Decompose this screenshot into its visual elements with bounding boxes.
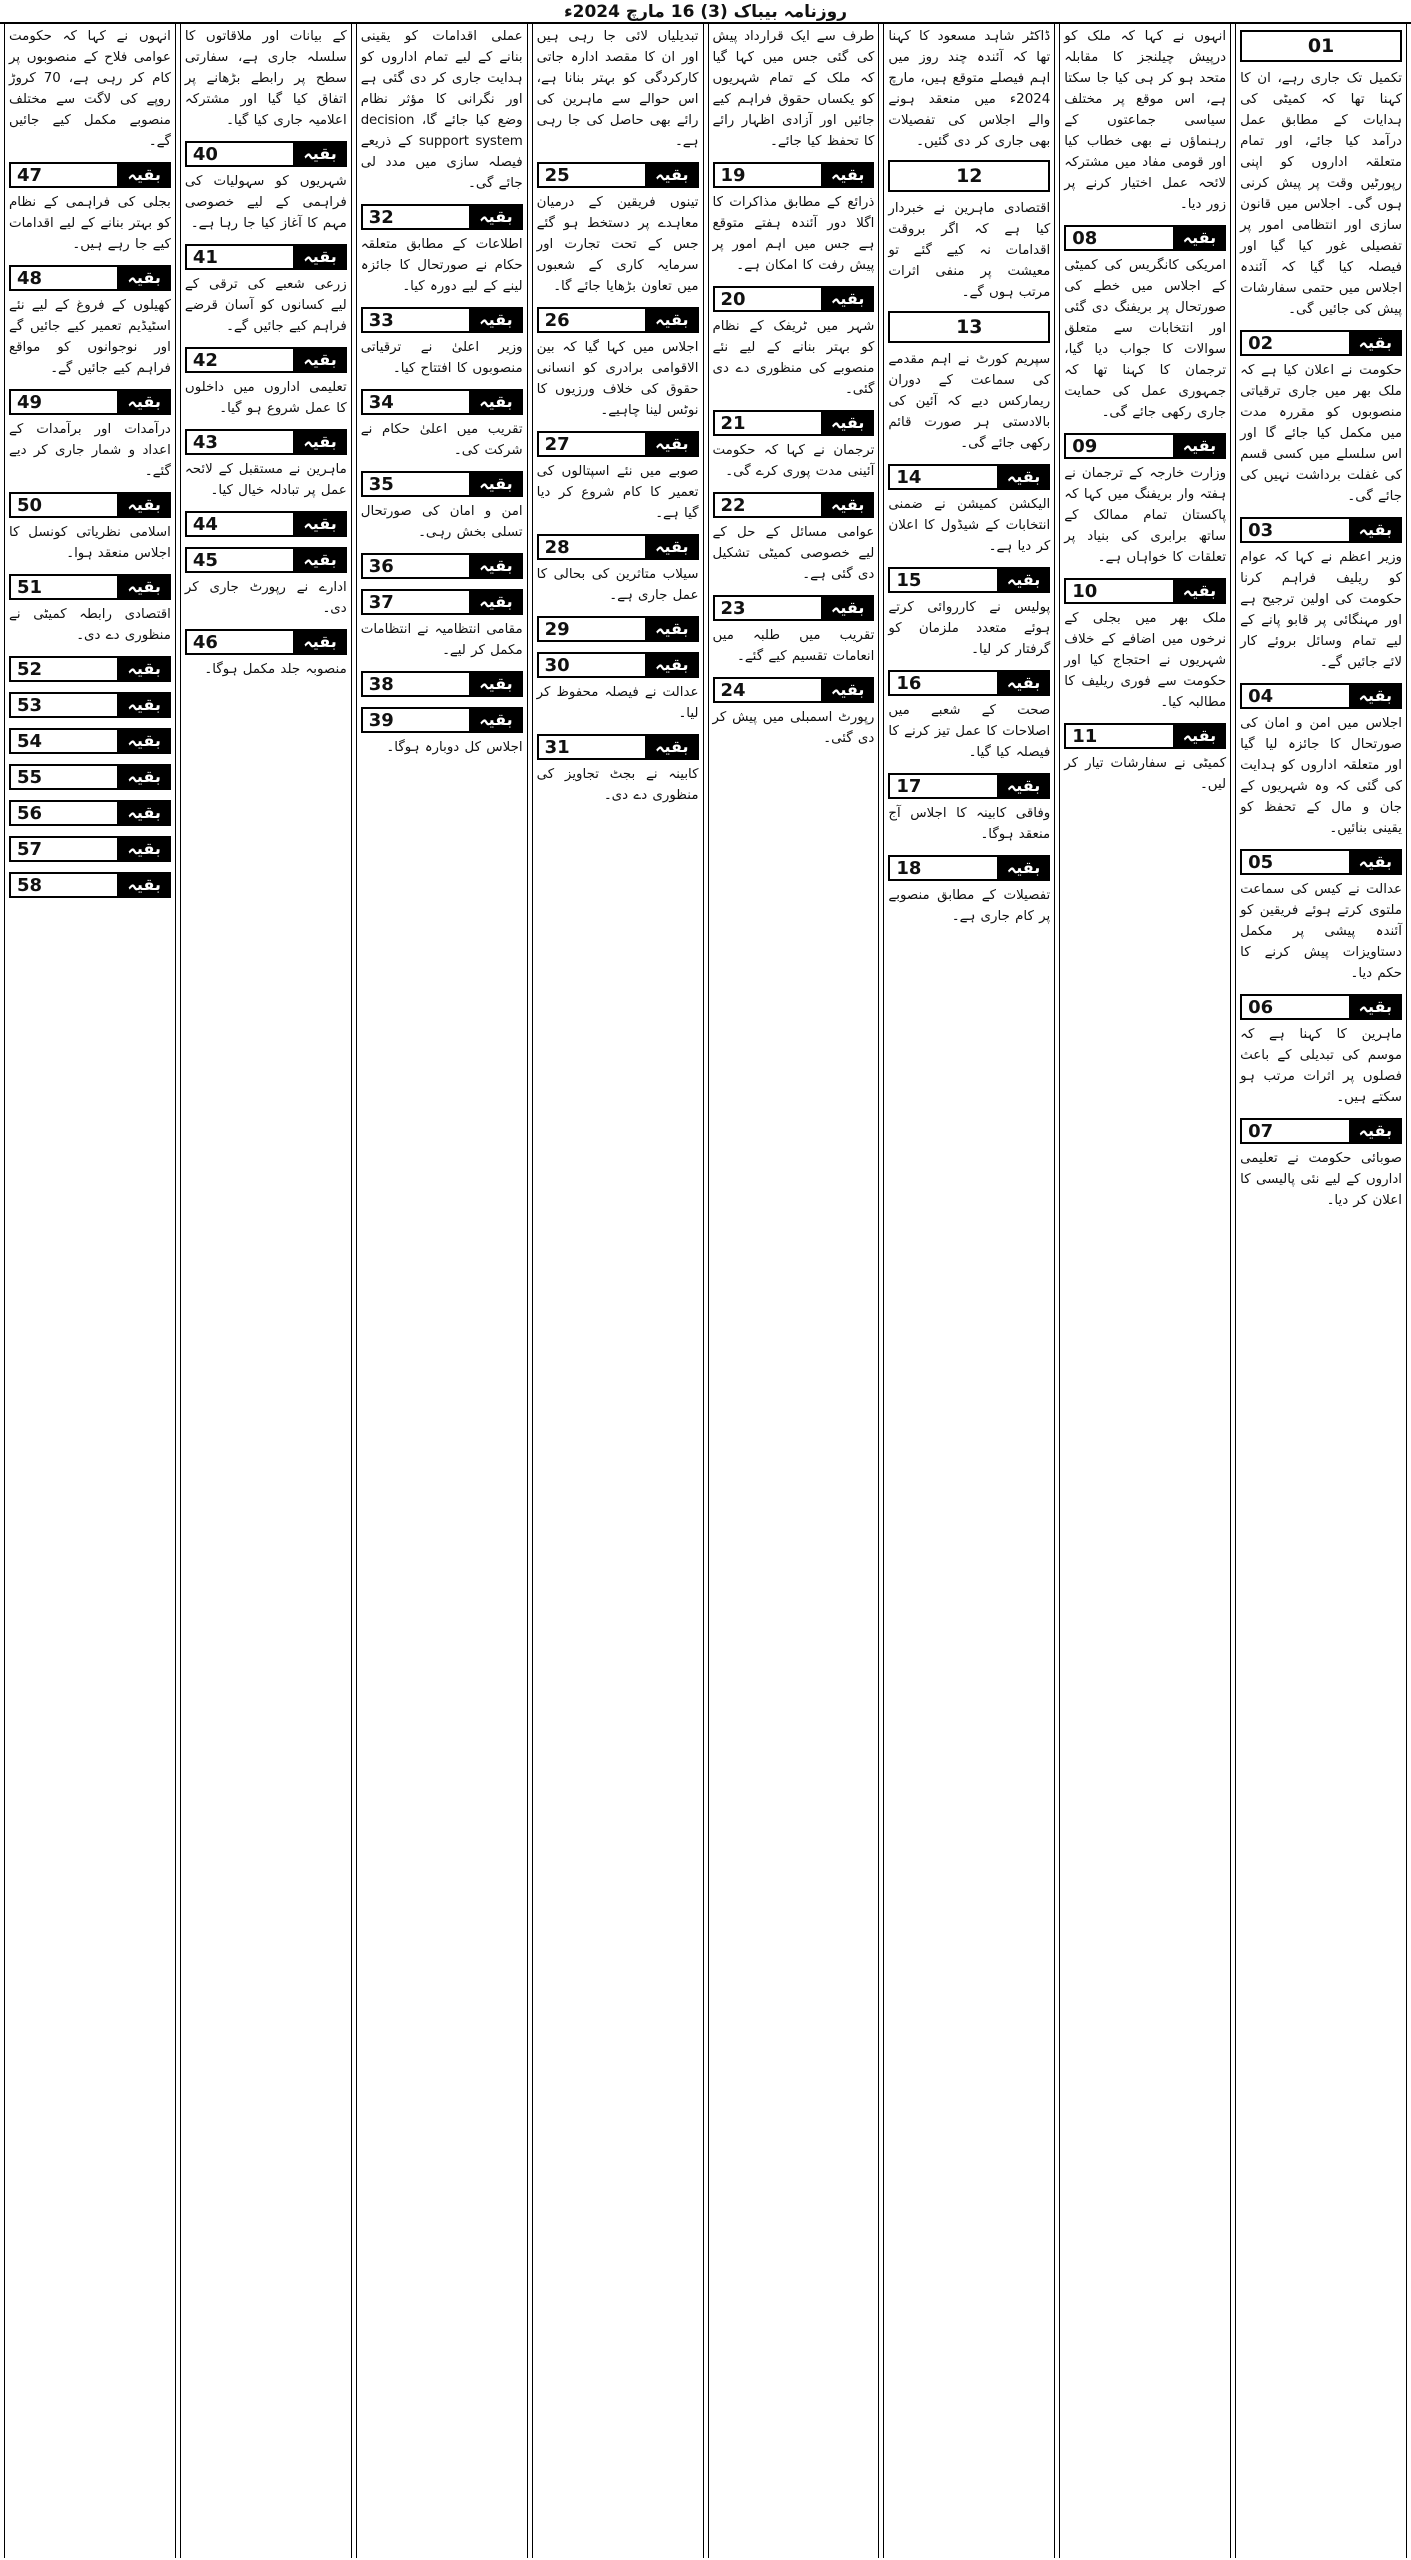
- news-text: صحت کے شعبے میں اصلاحات کا عمل تیز کرنے کا فیصلہ کیا گیا۔: [888, 703, 1051, 760]
- continuation-marker: [1064, 578, 1226, 604]
- continuation-marker: [1240, 517, 1402, 543]
- continuation-label: بقیہ: [997, 773, 1050, 799]
- continuation-number: 16: [888, 670, 996, 696]
- continuation-number: 14: [888, 464, 996, 490]
- news-text: شہریوں کو سہولیات کی فراہمی کے لیے خصوصی مہم کا آغاز کیا جا رہا ہے۔: [184, 174, 347, 231]
- continuation-number: 24: [713, 677, 821, 703]
- continuation-marker: [9, 574, 171, 600]
- masthead: [0, 0, 1411, 24]
- continuation-number: 37: [361, 589, 469, 615]
- continuation-marker: [9, 265, 171, 291]
- continuation-number: 52: [9, 656, 117, 682]
- continuation-label: بقیہ: [821, 286, 874, 312]
- news-column: [532, 24, 704, 2558]
- news-text: وزارت خارجہ کے ترجمان نے ہفتہ وار بریفنگ میں کہا کہ پاکستان تمام ممالک کے ساتھ برابری کی بنیاد پر تعلقات کا خواہاں ہے۔: [1064, 466, 1227, 565]
- continuation-marker: [361, 707, 523, 733]
- news-text: عوامی مسائل کے حل کے لیے خصوصی کمیٹی تشکیل دی گئی ہے۔: [712, 525, 875, 582]
- news-text: کمیٹی نے سفارشات تیار کر لیں۔: [1064, 756, 1227, 792]
- continuation-label: بقیہ: [821, 595, 874, 621]
- continuation-number: 03: [1240, 517, 1348, 543]
- continuation-number: 32: [361, 204, 469, 230]
- continuation-marker: [713, 595, 875, 621]
- continuation-label: بقیہ: [469, 471, 522, 497]
- continuation-marker: [888, 773, 1050, 799]
- continuation-number: 11: [1064, 723, 1172, 749]
- news-text: تفصیلات کے مطابق منصوبے پر کام جاری ہے۔: [888, 888, 1051, 924]
- continuation-marker: [1240, 1118, 1402, 1144]
- continuation-number: 08: [1064, 225, 1172, 251]
- continuation-marker: [185, 244, 347, 270]
- continuation-marker: [9, 836, 171, 862]
- continuation-label: بقیہ: [293, 347, 346, 373]
- continuation-number: 47: [9, 162, 117, 188]
- continuation-label: بقیہ: [1173, 433, 1226, 459]
- continuation-number: 21: [713, 410, 821, 436]
- continuation-marker: [185, 511, 347, 537]
- story-number-box: 01: [1240, 30, 1402, 62]
- continuation-number: 02: [1240, 330, 1348, 356]
- continuation-label: بقیہ: [293, 629, 346, 655]
- news-text: وفاقی کابینہ کا اجلاس آج منعقد ہوگا۔: [888, 806, 1051, 842]
- continuation-label: بقیہ: [293, 547, 346, 573]
- continuation-number: 26: [537, 307, 645, 333]
- continuation-number: 05: [1240, 849, 1348, 875]
- continuation-marker: [888, 567, 1050, 593]
- continuation-label: بقیہ: [469, 553, 522, 579]
- news-text: درآمدات اور برآمدات کے اعداد و شمار جاری کر دیے گئے۔: [9, 422, 171, 479]
- continuation-number: 09: [1064, 433, 1172, 459]
- continuation-label: بقیہ: [117, 265, 170, 291]
- continuation-marker: [361, 204, 523, 230]
- continuation-marker: [1064, 225, 1226, 251]
- continuation-label: بقیہ: [117, 872, 170, 898]
- continuation-marker: [537, 616, 699, 642]
- news-text: انہوں نے کہا کہ ملک کو درپیش چیلنجز کا مقابلہ متحد ہو کر ہی کیا جا سکتا ہے، اس موقع پر مختلف سیاسی جماعتوں کے رہنماؤں نے بھی خطاب کیا اور قومی مفاد میں مشترکہ لائحہ عمل اختیار کرنے پر زور دیا۔: [1064, 29, 1227, 212]
- news-text: طرف سے ایک قرارداد پیش کی گئی جس میں کہا گیا کہ ملک کے تمام شہریوں کو یکساں حقوق فراہم کیے جائیں اور آزادی اظہار رائے کا تحفظ کیا جائے۔: [712, 29, 875, 149]
- news-text: صوبے میں نئے اسپتالوں کی تعمیر کا کام شروع کر دیا گیا ہے۔: [536, 464, 699, 521]
- continuation-label: بقیہ: [117, 656, 170, 682]
- continuation-label: بقیہ: [997, 567, 1050, 593]
- continuation-label: بقیہ: [1349, 849, 1402, 875]
- masthead-title: روزنامہ بیباک (3) 16 مارچ 2024ء: [563, 1, 848, 22]
- continuation-label: بقیہ: [997, 855, 1050, 881]
- news-text: سپریم کورٹ نے اہم مقدمے کی سماعت کے دوران ریمارکس دیے کہ آئین کی بالادستی ہر صورت قائم رکھی جائے گی۔: [888, 352, 1051, 451]
- continuation-label: بقیہ: [293, 429, 346, 455]
- continuation-number: 54: [9, 728, 117, 754]
- continuation-label: بقیہ: [117, 692, 170, 718]
- news-column: [1235, 24, 1407, 2558]
- continuation-number: 25: [537, 162, 645, 188]
- continuation-number: 19: [713, 162, 821, 188]
- continuation-label: بقیہ: [1173, 578, 1226, 604]
- columns-container: [4, 24, 1407, 2558]
- continuation-number: 28: [537, 534, 645, 560]
- story-number-box: 13: [888, 311, 1050, 343]
- news-text: مقامی انتظامیہ نے انتظامات مکمل کر لیے۔: [360, 622, 523, 658]
- news-text: وزیر اعظم نے کہا کہ عوام کو ریلیف فراہم کرنا حکومت کی اولین ترجیح ہے اور مہنگائی پر قابو پانے کے لیے تمام وسائل بروئے کار لائے جائیں گے۔: [1240, 550, 1402, 670]
- news-column: [1059, 24, 1231, 2558]
- news-text: سیلاب متاثرین کی بحالی کا عمل جاری ہے۔: [536, 567, 699, 603]
- continuation-label: بقیہ: [293, 244, 346, 270]
- continuation-marker: [9, 764, 171, 790]
- continuation-label: بقیہ: [1173, 723, 1226, 749]
- continuation-number: 35: [361, 471, 469, 497]
- continuation-label: بقیہ: [469, 589, 522, 615]
- news-column: [180, 24, 352, 2558]
- continuation-marker: [537, 307, 699, 333]
- continuation-number: 57: [9, 836, 117, 862]
- continuation-label: بقیہ: [645, 734, 698, 760]
- continuation-marker: [713, 162, 875, 188]
- continuation-number: 04: [1240, 683, 1348, 709]
- news-text: ترجمان نے کہا کہ حکومت آئینی مدت پوری کرے گی۔: [712, 443, 875, 479]
- continuation-label: بقیہ: [117, 162, 170, 188]
- news-text: کابینہ نے بجٹ تجاویز کی منظوری دے دی۔: [536, 767, 699, 803]
- continuation-number: 34: [361, 389, 469, 415]
- continuation-marker: [9, 492, 171, 518]
- continuation-number: 56: [9, 800, 117, 826]
- continuation-marker: [537, 162, 699, 188]
- continuation-label: بقیہ: [997, 464, 1050, 490]
- continuation-number: 22: [713, 492, 821, 518]
- continuation-number: 10: [1064, 578, 1172, 604]
- news-text: تبدیلیاں لائی جا رہی ہیں اور ان کا مقصد ادارہ جاتی کارکردگی کو بہتر بنانا ہے، اس حوالے سے ماہرین کی رائے بھی حاصل کی جا رہی ہے۔: [536, 29, 699, 149]
- continuation-label: بقیہ: [117, 836, 170, 862]
- continuation-number: 44: [185, 511, 293, 537]
- continuation-number: 45: [185, 547, 293, 573]
- continuation-label: بقیہ: [117, 492, 170, 518]
- continuation-number: 17: [888, 773, 996, 799]
- continuation-marker: [9, 800, 171, 826]
- continuation-label: بقیہ: [645, 307, 698, 333]
- news-text: امریکی کانگریس کی کمیٹی کے اجلاس میں خطے کی صورتحال پر بریفنگ دی گئی اور انتخابات سے متعلق سوالات کا جواب دیا گیا، ترجمان کا کہنا تھا کہ جمہوری عمل کی حمایت جاری رکھی جائے گی۔: [1064, 258, 1227, 420]
- continuation-number: 46: [185, 629, 293, 655]
- continuation-marker: [888, 855, 1050, 881]
- news-text: ملک بھر میں بجلی کے نرخوں میں اضافے کے خلاف شہریوں نے احتجاج کیا اور حکومت سے فوری ریلیف کا مطالبہ کیا۔: [1064, 611, 1227, 710]
- continuation-marker: [361, 589, 523, 615]
- continuation-number: 07: [1240, 1118, 1348, 1144]
- continuation-label: بقیہ: [821, 492, 874, 518]
- news-text: تکمیل تک جاری رہے، ان کا کہنا تھا کہ کمیٹی کی ہدایات کے مطابق عمل درآمد کیا جائے، اور تمام متعلقہ اداروں کو اپنی رپورٹیں وقت پر پیش کرنی ہوں گی۔ اجلاس میں قانون سازی اور انتظامی امور پر تفصیلی غور کیا گیا اور فیصلہ کیا گیا کہ آئندہ اجلاس میں حتمی سفارشات پیش کی جائیں گی۔: [1240, 71, 1402, 317]
- continuation-label: بقیہ: [117, 389, 170, 415]
- story-number-box: 12: [888, 160, 1050, 192]
- news-text: اجلاس کل دوبارہ ہوگا۔: [386, 740, 523, 755]
- continuation-label: بقیہ: [1349, 1118, 1402, 1144]
- continuation-marker: [185, 347, 347, 373]
- continuation-number: 51: [9, 574, 117, 600]
- news-text: کھیلوں کے فروغ کے لیے نئے اسٹیڈیم تعمیر کیے جائیں گے اور نوجوانوں کو مواقع فراہم کیے جائیں گے۔: [9, 298, 171, 376]
- continuation-number: 58: [9, 872, 117, 898]
- continuation-marker: [361, 389, 523, 415]
- continuation-number: 20: [713, 286, 821, 312]
- continuation-marker: [9, 728, 171, 754]
- continuation-marker: [9, 692, 171, 718]
- continuation-marker: [537, 652, 699, 678]
- continuation-number: 36: [361, 553, 469, 579]
- news-text: اسلامی نظریاتی کونسل کا اجلاس منعقد ہوا۔: [9, 525, 171, 561]
- news-text: تینوں فریقین کے درمیان معاہدے پر دستخط ہو گئے جس کے تحت تجارت اور سرمایہ کاری کے شعبوں میں تعاون بڑھایا جائے گا۔: [536, 195, 699, 294]
- continuation-label: بقیہ: [645, 431, 698, 457]
- news-text: کے بیانات اور ملاقاتوں کا سلسلہ جاری ہے، سفارتی سطح پر رابطے بڑھانے پر اتفاق کیا گیا اور مشترکہ اعلامیہ جاری کیا گیا۔: [184, 29, 347, 128]
- continuation-label: بقیہ: [1349, 517, 1402, 543]
- news-text: زرعی شعبے کی ترقی کے لیے کسانوں کو آسان قرضے فراہم کیے جائیں گے۔: [184, 277, 347, 334]
- continuation-label: بقیہ: [469, 389, 522, 415]
- continuation-label: بقیہ: [821, 410, 874, 436]
- continuation-number: 41: [185, 244, 293, 270]
- continuation-number: 31: [537, 734, 645, 760]
- continuation-marker: [713, 492, 875, 518]
- continuation-number: 06: [1240, 994, 1348, 1020]
- continuation-marker: [1064, 433, 1226, 459]
- continuation-marker: [9, 872, 171, 898]
- continuation-marker: [9, 162, 171, 188]
- continuation-marker: [361, 671, 523, 697]
- news-text: تقریب میں اعلیٰ حکام نے شرکت کی۔: [360, 422, 523, 458]
- news-text: عملی اقدامات کو یقینی بنانے کے لیے تمام اداروں کو ہدایت جاری کر دی گئی ہے اور نگرانی کا مؤثر نظام وضع کیا جائے گا، decision support system کے ذریعے فیصلہ سازی میں مدد لی جائے گی۔: [360, 29, 523, 191]
- continuation-marker: [888, 464, 1050, 490]
- continuation-number: 29: [537, 616, 645, 642]
- continuation-marker: [185, 629, 347, 655]
- continuation-label: بقیہ: [293, 511, 346, 537]
- news-text: امن و امان کی صورتحال تسلی بخش رہی۔: [360, 504, 523, 540]
- continuation-marker: [713, 677, 875, 703]
- continuation-label: بقیہ: [469, 671, 522, 697]
- news-text: ماہرین کا کہنا ہے کہ موسم کی تبدیلی کے باعث فصلوں پر اثرات مرتب ہو سکتے ہیں۔: [1240, 1027, 1402, 1105]
- continuation-label: بقیہ: [117, 764, 170, 790]
- continuation-number: 42: [185, 347, 293, 373]
- continuation-number: 49: [9, 389, 117, 415]
- news-text: اجلاس میں کہا گیا کہ بین الاقوامی برادری کو انسانی حقوق کی خلاف ورزیوں کا نوٹس لینا چاہیے۔: [536, 340, 699, 418]
- continuation-number: 30: [537, 652, 645, 678]
- news-text: صوبائی حکومت نے تعلیمی اداروں کے لیے نئی پالیسی کا اعلان کر دیا۔: [1240, 1151, 1402, 1208]
- news-text: عدالت نے فیصلہ محفوظ کر لیا۔: [536, 685, 699, 721]
- continuation-marker: [888, 670, 1050, 696]
- continuation-label: بقیہ: [1349, 330, 1402, 356]
- continuation-number: 55: [9, 764, 117, 790]
- news-text: ڈاکٹر شاہد مسعود کا کہنا تھا کہ آئندہ چند روز میں اہم فیصلے متوقع ہیں، مارچ 2024ء میں منعقد ہونے والے اجلاس کی تفصیلات بھی جاری کر دی گئیں۔: [888, 29, 1051, 149]
- news-text: الیکشن کمیشن نے ضمنی انتخابات کے شیڈول کا اعلان کر دیا ہے۔: [888, 497, 1051, 554]
- continuation-number: 38: [361, 671, 469, 697]
- continuation-label: بقیہ: [645, 162, 698, 188]
- news-column: [356, 24, 528, 2558]
- continuation-label: بقیہ: [117, 574, 170, 600]
- continuation-marker: [537, 534, 699, 560]
- continuation-marker: [537, 734, 699, 760]
- news-text: اقتصادی رابطہ کمیٹی نے منظوری دے دی۔: [9, 607, 171, 643]
- continuation-number: 40: [185, 141, 293, 167]
- continuation-marker: [185, 141, 347, 167]
- continuation-number: 43: [185, 429, 293, 455]
- continuation-label: بقیہ: [469, 307, 522, 333]
- continuation-label: بقیہ: [997, 670, 1050, 696]
- news-text: عدالت نے کیس کی سماعت ملتوی کرتے ہوئے فریقین کو آئندہ پیشی پر مکمل دستاویزات پیش کرنے کا حکم دیا۔: [1240, 882, 1402, 981]
- continuation-label: بقیہ: [469, 204, 522, 230]
- continuation-marker: [713, 410, 875, 436]
- continuation-number: 15: [888, 567, 996, 593]
- continuation-marker: [185, 547, 347, 573]
- continuation-marker: [361, 307, 523, 333]
- news-text: ادارے نے رپورٹ جاری کر دی۔: [184, 580, 347, 616]
- continuation-number: 50: [9, 492, 117, 518]
- continuation-label: بقیہ: [1173, 225, 1226, 251]
- news-text: اطلاعات کے مطابق متعلقہ حکام نے صورتحال کا جائزہ لینے کے لیے دورہ کیا۔: [360, 237, 523, 294]
- continuation-marker: [1240, 683, 1402, 709]
- news-text: منصوبہ جلد مکمل ہوگا۔: [204, 662, 347, 677]
- continuation-number: 23: [713, 595, 821, 621]
- news-column: [883, 24, 1055, 2558]
- continuation-label: بقیہ: [1349, 994, 1402, 1020]
- continuation-marker: [1240, 849, 1402, 875]
- continuation-marker: [1240, 994, 1402, 1020]
- continuation-label: بقیہ: [645, 616, 698, 642]
- continuation-label: بقیہ: [469, 707, 522, 733]
- news-text: شہر میں ٹریفک کے نظام کو بہتر بنانے کے لیے نئے منصوبے کی منظوری دے دی گئی۔: [712, 319, 875, 397]
- news-text: پولیس نے کارروائی کرتے ہوئے متعدد ملزمان کو گرفتار کر لیا۔: [888, 600, 1051, 657]
- news-text: وزیر اعلیٰ نے ترقیاتی منصوبوں کا افتتاح کیا۔: [360, 340, 523, 376]
- news-text: حکومت نے اعلان کیا ہے کہ ملک بھر میں جاری ترقیاتی منصوبوں کو مقررہ مدت میں مکمل کیا جائے گا اور اس سلسلے میں کسی قسم کی غفلت برداشت نہیں کی جائے گی۔: [1240, 363, 1402, 504]
- continuation-label: بقیہ: [821, 162, 874, 188]
- continuation-label: بقیہ: [645, 534, 698, 560]
- news-text: ماہرین نے مستقبل کے لائحہ عمل پر تبادلہ خیال کیا۔: [184, 462, 347, 498]
- continuation-label: بقیہ: [645, 652, 698, 678]
- continuation-number: 39: [361, 707, 469, 733]
- continuation-label: بقیہ: [1349, 683, 1402, 709]
- continuation-number: 27: [537, 431, 645, 457]
- news-column: [708, 24, 880, 2558]
- news-text: انہوں نے کہا کہ حکومت عوامی فلاح کے منصوبوں پر کام کر رہی ہے، 70 کروڑ روپے کی لاگت سے مختلف منصوبے مکمل کیے جائیں گے۔: [9, 29, 171, 149]
- continuation-marker: [713, 286, 875, 312]
- news-column: [4, 24, 176, 2558]
- continuation-marker: [361, 553, 523, 579]
- continuation-marker: [1064, 723, 1226, 749]
- continuation-marker: [1240, 330, 1402, 356]
- news-text: تعلیمی اداروں میں داخلوں کا عمل شروع ہو گیا۔: [184, 380, 347, 416]
- continuation-number: 48: [9, 265, 117, 291]
- continuation-marker: [361, 471, 523, 497]
- news-text: تقریب میں طلبہ میں انعامات تقسیم کیے گئے۔: [712, 628, 875, 664]
- continuation-label: بقیہ: [821, 677, 874, 703]
- continuation-label: بقیہ: [117, 728, 170, 754]
- continuation-marker: [185, 429, 347, 455]
- continuation-marker: [9, 656, 171, 682]
- continuation-number: 18: [888, 855, 996, 881]
- continuation-label: بقیہ: [117, 800, 170, 826]
- continuation-number: 53: [9, 692, 117, 718]
- news-text: ذرائع کے مطابق مذاکرات کا اگلا دور آئندہ ہفتے متوقع ہے جس میں اہم امور پر پیش رفت کا امکان ہے۔: [712, 195, 875, 273]
- news-text: بجلی کی فراہمی کے نظام کو بہتر بنانے کے لیے اقدامات کیے جا رہے ہیں۔: [9, 195, 171, 252]
- continuation-number: 33: [361, 307, 469, 333]
- continuation-marker: [9, 389, 171, 415]
- news-text: رپورٹ اسمبلی میں پیش کر دی گئی۔: [712, 710, 875, 746]
- news-text: اجلاس میں امن و امان کی صورتحال کا جائزہ لیا گیا اور متعلقہ اداروں کو ہدایت کی گئی کہ وہ شہریوں کے جان و مال کے تحفظ کو یقینی بنائیں۔: [1240, 716, 1402, 836]
- continuation-marker: [537, 431, 699, 457]
- news-text: اقتصادی ماہرین نے خبردار کیا ہے کہ اگر بروقت اقدامات نہ کیے گئے تو معیشت پر منفی اثرات مرتب ہوں گے۔: [888, 201, 1051, 300]
- continuation-label: بقیہ: [293, 141, 346, 167]
